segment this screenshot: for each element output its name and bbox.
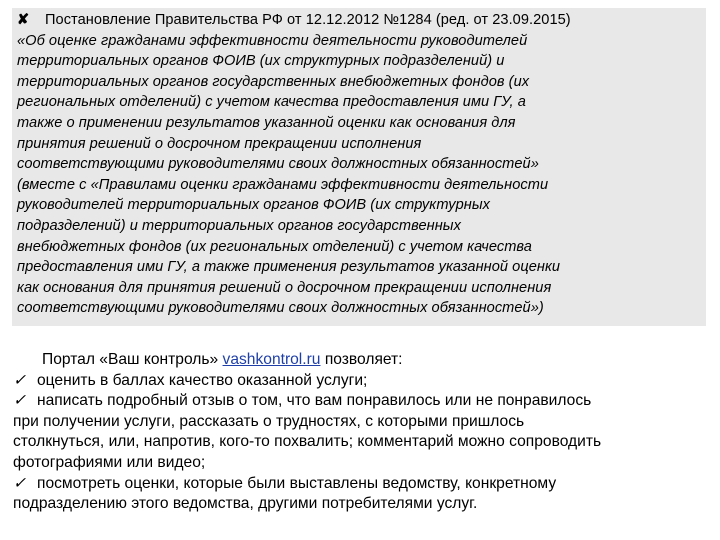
decree-line: также о применении результатов указанной оценки как основания для <box>17 114 516 131</box>
decree-line: предоставления ими ГУ, а также применения результатов указанной оценки <box>17 259 561 276</box>
decree-line: внебюджетных фондов (их региональных отделений) с учетом качества <box>17 238 532 255</box>
list-item-text: написать подробный отзыв о том, что вам понравилось или не понравилось <box>37 392 592 410</box>
list-item-text: посмотреть оценки, которые были выставлены ведомству, конкретному <box>37 474 557 492</box>
list-item <box>13 371 713 392</box>
list-item-continuation: подразделению этого ведомства, другими потребителями услуг. <box>13 495 478 513</box>
checkmark-icon: ✓ <box>13 474 27 492</box>
decree-line: «Об оценке гражданами эффективности деятельности руководителей <box>17 32 528 49</box>
checkmark-icon: ✓ <box>13 371 27 389</box>
decree-line: территориальных органов ФОИВ (их структурных подразделений) и <box>17 53 505 70</box>
decree-line: руководителей территориальных органов ФОИВ (их структурных <box>17 197 490 214</box>
decree-line: (вместе с «Правилами оценки гражданами эффективности деятельности <box>17 176 549 193</box>
vashkontrol-link[interactable]: vashkontrol.ru <box>222 351 321 368</box>
list-item-text: оценить в баллах качество оказанной услуги; <box>37 371 368 389</box>
list-item-continuation: при получении услуги, рассказать о трудностях, с которыми пришлось <box>13 412 525 430</box>
decree-line: региональных отделений) с учетом качества предоставления ими ГУ, а <box>17 94 526 111</box>
list-item <box>13 474 713 495</box>
decree-text <box>17 10 707 319</box>
list-item-continuation: фотографиями или видео; <box>13 453 206 471</box>
cross-icon: ✘ <box>17 12 30 28</box>
decree-title-line <box>17 10 707 31</box>
decree-line: подразделений) и территориальных органов государственных <box>17 217 461 234</box>
decree-line: как основания для принятия решений о досрочном прекращении исполнения <box>17 279 552 296</box>
list-item-continuation: столкнуться, или, напротив, кого-то похвалить; комментарий можно сопроводить <box>13 433 602 451</box>
portal-intro-tail: позволяет: <box>320 351 403 368</box>
decree-line: Постановление Правительства РФ от 12.12.2012 №1284 (ред. от 23.09.2015) <box>45 12 571 28</box>
decree-line: соответствующими руководителями своих должностных обязанностей») <box>17 300 544 317</box>
portal-intro-text: Портал «Ваш контроль» <box>42 351 223 368</box>
list-item <box>13 391 713 412</box>
decree-line: соответствующими руководителями своих должностных обязанностей» <box>17 156 539 173</box>
decree-line: принятия решений о досрочном прекращении исполнения <box>17 135 422 152</box>
checkmark-icon: ✓ <box>13 392 27 410</box>
portal-section <box>13 350 713 515</box>
portal-intro <box>13 350 713 371</box>
decree-line: территориальных органов государственных внебюджетных фондов (их <box>17 73 530 90</box>
